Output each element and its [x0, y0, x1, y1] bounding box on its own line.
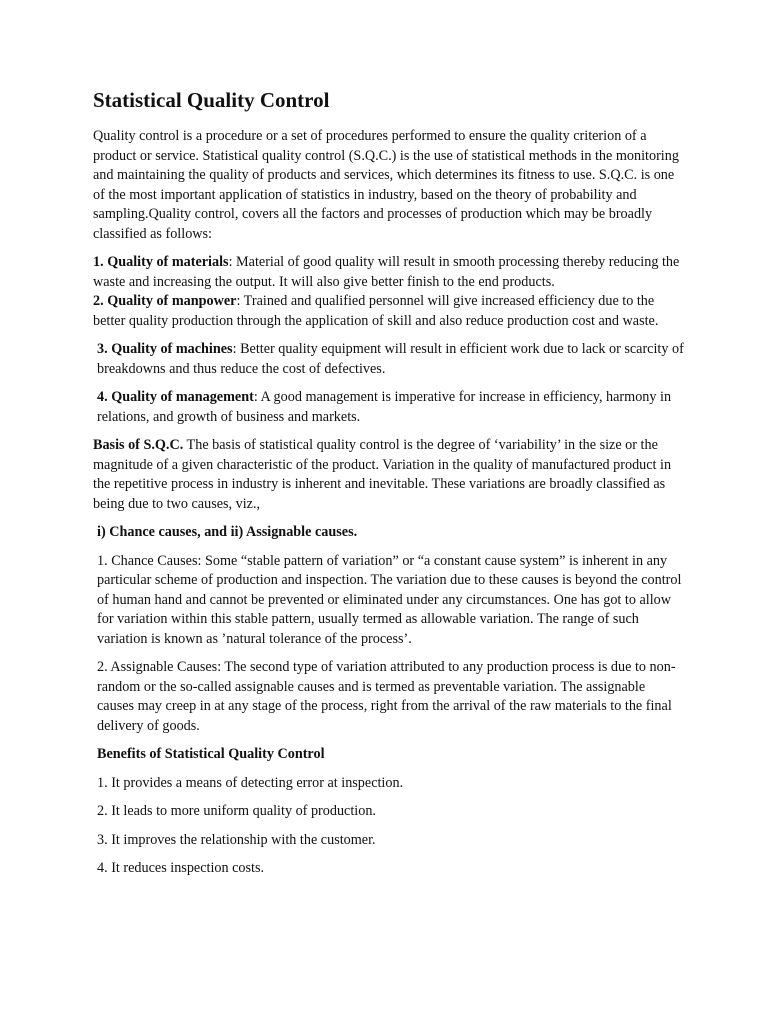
factor-management-text: : A good management is imperative for increase in efficiency, harmony in relations, and growth of business and markets.	[97, 389, 672, 425]
benefit-item: 4. It reduces inspection costs.	[97, 860, 265, 876]
basis-paragraph	[93, 436, 685, 514]
factor-manpower	[93, 292, 685, 331]
benefits-heading-text: Benefits of Statistical Quality Control	[97, 746, 325, 762]
benefit-item: 1. It provides a means of detecting error at inspection.	[97, 774, 404, 791]
benefits-heading	[93, 745, 685, 765]
factor-machines	[93, 340, 685, 379]
causes-heading-text: i) Chance causes, and ii) Assignable causes.	[97, 524, 358, 540]
factor-management-label: 4. Quality of management	[97, 389, 254, 405]
basis-label: Basis of S.Q.C.	[93, 437, 184, 453]
factor-management	[93, 388, 685, 427]
factor-manpower-label: 2. Quality of manpower	[93, 293, 237, 309]
factor-manpower-text: : Trained and qualified personnel will give increased efficiency due to the better quality production through the application of skill and also reduce production cost and waste.	[93, 293, 659, 329]
causes-heading	[93, 523, 685, 543]
document-page	[93, 86, 685, 888]
factor-materials-label: 1. Quality of materials	[93, 254, 229, 270]
assignable-causes-paragraph: 2. Assignable Causes: The second type of variation attributed to any production process is due to non-random or the so-called assignable causes and is termed as preventable variation. The assignable causes may creep in at any stage of the process, right from the arrival of the raw materials to the final delivery of goods.	[97, 659, 676, 734]
factor-machines-label: 3. Quality of machines	[97, 341, 233, 357]
document-title: Statistical Quality Control	[93, 88, 330, 112]
factor-materials	[93, 253, 685, 292]
factor-materials-text: : Material of good quality will result in smooth processing thereby reducing the waste and increasing the output. It will also give better finish to the end products.	[93, 254, 680, 290]
chance-causes-paragraph: 1. Chance Causes: Some “stable pattern of variation” or “a constant cause system” is inherent in any particular scheme of production and inspection. The variation due to these causes is beyond the control of human hand and cannot be prevented or eliminated under any circumstances. One has got to allow for variation within this stable pattern, usually termed as allowable variation. The range of such variation is known as ’natural tolerance of the process’.	[97, 552, 682, 647]
basis-text: The basis of statistical quality control is the degree of ‘variability’ in the size or the magnitude of a given characteristic of the product. Variation in the quality of manufactured product in the repetitive process in industry is inherent and inevitable. These variations are broadly classified as being due to two causes, viz.,	[93, 437, 672, 512]
factor-machines-text: : Better quality equipment will result in efficient work due to lack or scarcity of breakdowns and thus reduce the cost of defectives.	[97, 341, 684, 377]
benefit-item: 3. It improves the relationship with the customer.	[97, 831, 376, 848]
benefit-item: 2. It leads to more uniform quality of production.	[97, 803, 376, 819]
intro-paragraph: Quality control is a procedure or a set of procedures performed to ensure the quality criterion of a product or service. Statistical quality control (S.Q.C.) is the use of statistical methods in the monitoring and maintaining the quality of products and services, which determines its fitness to use. S.Q.C. is one of the most important application of statistics in industry, based on the theory of probability and sampling.Quality control, covers all the factors and processes of production which may be broadly classified as follows:	[93, 128, 679, 242]
